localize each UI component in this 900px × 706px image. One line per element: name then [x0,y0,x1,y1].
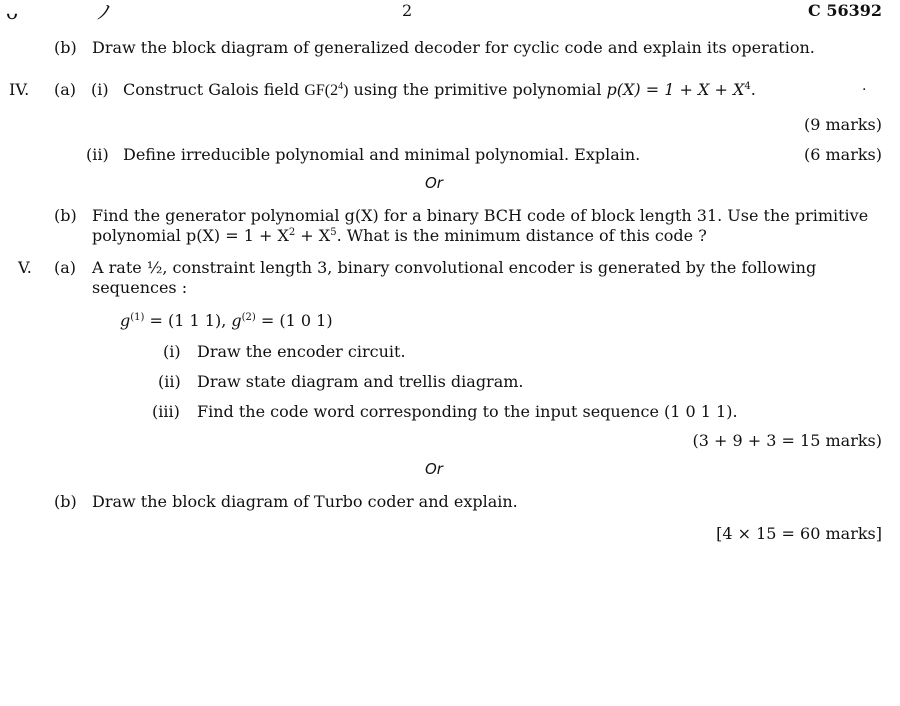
q5-sub-i-text: Draw the encoder circuit. [197,342,406,361]
q5-a-line1: A rate ½, constraint length 3, binary convolutional encoder is generated by the following [92,258,817,277]
q5-sub-ii-label: (ii) [158,372,181,391]
q4-number: IV. [9,80,30,99]
q4-a-i-marks: (9 marks) [803,115,882,134]
stray-dot: . [862,78,867,94]
q3-b-label: (b) [54,38,77,57]
q5-a-line2: sequences : [92,278,188,297]
q3-b-text: Draw the block diagram of generalized decoder for cyclic code and explain its operation. [92,38,815,57]
q5-sub-i-label: (i) [163,342,181,361]
q4-b-label: (b) [54,206,77,225]
q5-sub-iii-text: Find the code word corresponding to the input sequence (1 0 1 1). [197,402,738,421]
q5-number: V. [18,258,32,277]
q5-b-label: (b) [54,492,77,511]
q5-a-marks: (3 + 9 + 3 = 15 marks) [692,431,882,450]
q4-a-i-label: (i) [91,80,109,99]
q5-or: Or [425,460,443,478]
q4-a-ii-label: (ii) [86,145,109,164]
q5-sub-iii-label: (iii) [152,402,180,421]
total-marks: [4 × 15 = 60 marks] [716,524,882,543]
q4-a-ii-marks: (6 marks) [803,145,882,164]
q4-a-label: (a) [54,80,77,99]
q4-b-line2: polynomial $p(X) = 1 + X^2 + X^5$. What is the minimum distance of this code ? [92,226,707,245]
exam-code: C 56392 [808,1,882,20]
q5-sub-ii-text: Draw state diagram and trellis diagram. [197,372,524,391]
q4-b-line1: Find the generator polynomial g(X) for a binary BCH code of block length 31. Use the primitive [92,206,869,225]
q5-generator-sequences: $g^{(1)} = (1$ 1 1), $g^{(2)} = (1$ 0 1) [120,311,333,330]
q4-a-i-text: Construct Galois field $GF(2^4)$ using the primitive polynomial $p(X) = 1 + X + X^4$. [123,80,756,99]
cropped-text-glyph: ᴗ ノ [6,0,115,24]
q5-b-text: Draw the block diagram of Turbo coder and explain. [92,492,518,511]
q5-a-label: (a) [54,258,77,277]
page-number: 2 [402,1,413,20]
q4-a-ii-text: Define irreducible polynomial and minimal polynomial. Explain. [123,145,641,164]
q4-or: Or [425,174,443,192]
